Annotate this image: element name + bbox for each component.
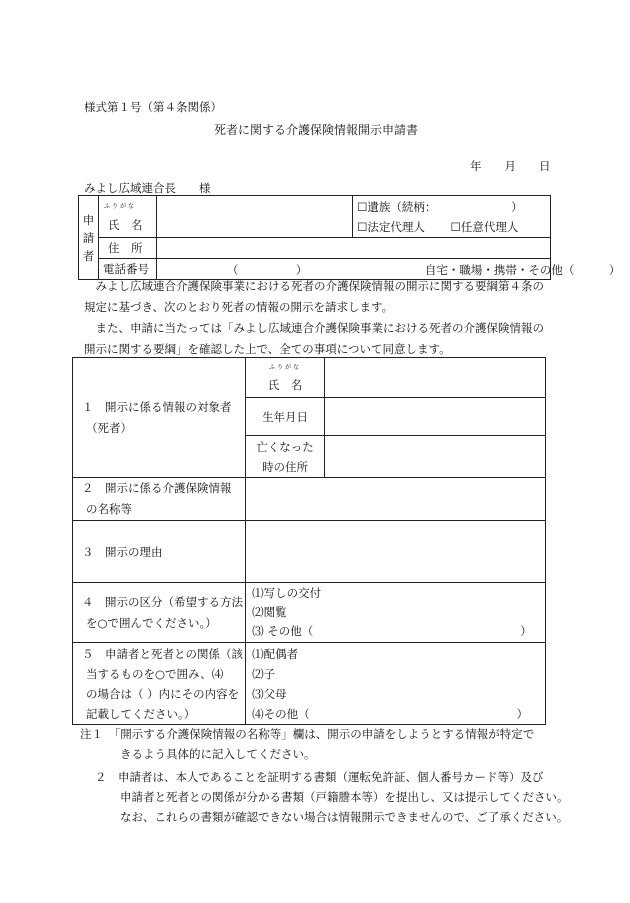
- deceased-name-input[interactable]: [325, 358, 546, 398]
- option-other-relation[interactable]: ⑷その他（ ）: [252, 706, 529, 721]
- relationship-label-cell: ５ 申請者と死者との関係（該 当するものを○で囲み、⑷ の場合は（ ）内にその内容を 記載してください。）: [73, 643, 246, 725]
- applicant-table: [78, 195, 621, 280]
- intro-paragraph-1: みよし広域連合介護保険事業における死者の介護保険情報の開示に関する要綱第４条の規定に基づき、次のとおり死者の情報の開示を請求します。: [84, 279, 544, 314]
- addressee: みよし広域連合長 様: [84, 181, 211, 195]
- note-1-line-2: きるよう具体的に記入してください。: [120, 747, 316, 761]
- option-copy[interactable]: ⑴写しの交付: [252, 586, 322, 600]
- note-1-line-1: 注１ 「開示する介護保険情報の名称等」欄は、開示の申請をしようとする情報が特定で: [80, 727, 535, 741]
- relationship-options: [246, 643, 546, 725]
- applicant-name-label-cell: [98, 196, 156, 238]
- name-label: 氏 名: [107, 217, 143, 232]
- applicant-side-label: 申 請 者: [79, 196, 99, 280]
- form-number: 様式第１号（第４条関係）: [84, 100, 222, 114]
- reason-label: ３ 開示の理由: [73, 521, 246, 583]
- deceased-address-input[interactable]: [325, 436, 546, 478]
- deceased-dob-label: 生年月日: [246, 398, 325, 436]
- voluntary-agent-checkbox[interactable]: ☐任意代理人: [450, 219, 519, 234]
- phone-label: 電話番号: [98, 259, 156, 280]
- disclosure-type-label-cell: ４ 開示の区分（希望する方法 を○で囲んでください。）: [73, 583, 246, 643]
- phone-type-options[interactable]: 自宅・職場・携帯・その他（ ）: [424, 263, 621, 277]
- deceased-dob-input[interactable]: [325, 398, 546, 436]
- info-name-input[interactable]: [246, 478, 546, 521]
- deceased-address-label: 亡くなった 時の住所: [246, 436, 325, 478]
- page-title: 死者に関する介護保険情報開示申請書: [214, 123, 419, 137]
- legal-representative-checkbox[interactable]: ☐法定代理人: [357, 219, 425, 234]
- note-2-line-1: ２ 申請者は、本人であることを証明する書類（運転免許証、個人番号カード等）及び: [95, 770, 544, 784]
- option-other[interactable]: ⑶ その他（ ）: [252, 624, 532, 638]
- option-spouse[interactable]: ⑴配偶者: [252, 646, 299, 661]
- deceased-name-label: 氏 名: [267, 378, 303, 392]
- info-name-label-cell: ２ 開示に係る介護保険情報 の名称等: [73, 478, 246, 521]
- note-2-line-2: 申請者と死者との関係が分かる書類（戸籍謄本等）を提出し、又は提示してください。: [120, 790, 569, 804]
- applicant-address-input[interactable]: [156, 238, 550, 259]
- intro-paragraph-2: また、申請に当たっては「みよし広域連合介護保険事業における死者の介護保険情報の開示に関する要綱」を確認した上で、全ての事項について同意します。: [84, 321, 544, 356]
- option-child[interactable]: ⑵子: [252, 666, 276, 681]
- address-label: 住 所: [98, 238, 156, 259]
- furigana-label: ふりがな: [269, 364, 302, 371]
- bereaved-family-checkbox[interactable]: ☐遺族（続柄： ）: [357, 199, 523, 214]
- option-parent[interactable]: ⑶父母: [252, 686, 287, 701]
- date-line[interactable]: 年 月 日: [470, 159, 551, 173]
- disclosure-type-options: [246, 583, 546, 643]
- applicant-relation-cell: [353, 196, 551, 238]
- option-viewing[interactable]: ⑵閲覧: [252, 605, 287, 619]
- furigana-label: ふりがな: [103, 202, 136, 210]
- phone-area-parens: （ ）: [226, 263, 308, 277]
- note-2-line-3: なお、これらの書類が確認できない場合は情報開示できませんので、ご了承ください。: [120, 810, 569, 824]
- deceased-name-label-cell: [246, 358, 325, 398]
- reason-input[interactable]: [246, 521, 546, 583]
- deceased-label-cell: １ 開示に係る情報の対象者 （死者）: [73, 358, 246, 478]
- applicant-name-input[interactable]: [156, 196, 352, 238]
- disclosure-table: [72, 357, 546, 725]
